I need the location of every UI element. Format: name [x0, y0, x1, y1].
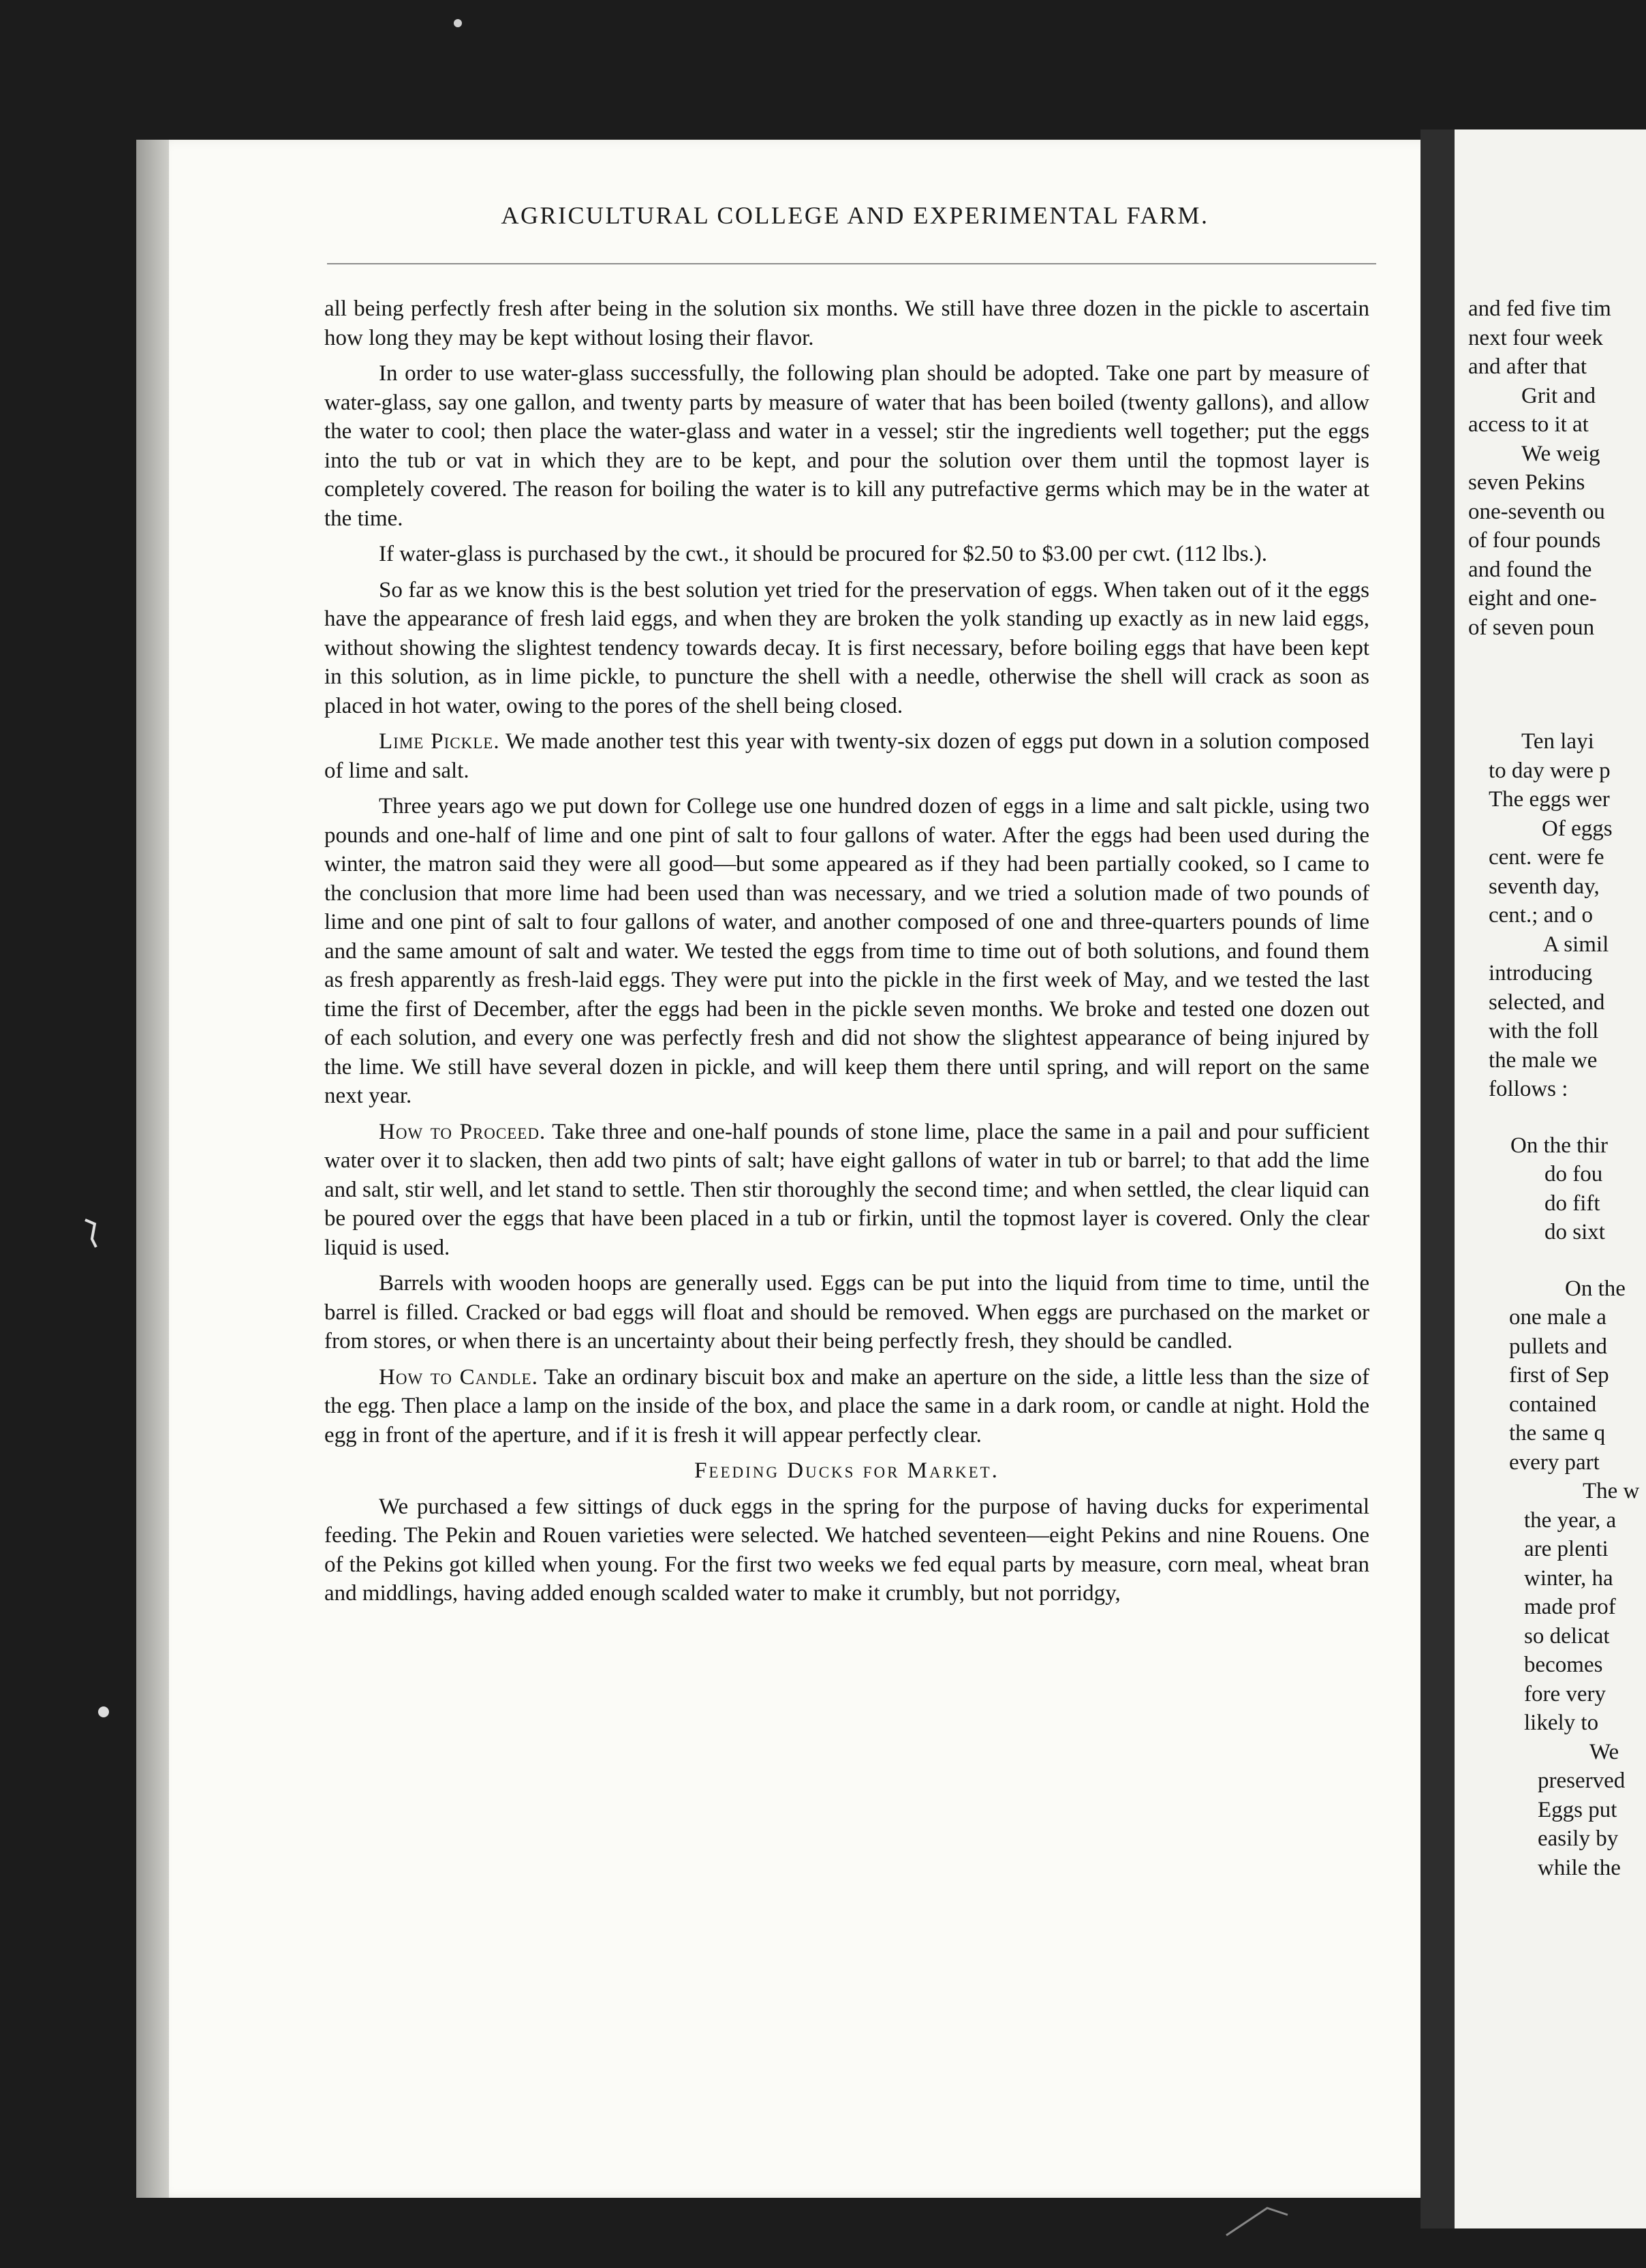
right-line: selected, and: [1489, 990, 1605, 1015]
right-line: contained: [1509, 1392, 1597, 1417]
right-line: Ten layi: [1521, 729, 1594, 754]
right-line: do fou: [1544, 1162, 1603, 1186]
how-to-proceed-heading: How to Proceed.: [379, 1119, 546, 1144]
paragraph-9-text: Take an ordinary biscuit box and make an aperture on the side, a little less than the size of the egg. Then place a lamp on the inside of the box, and place the same in a dark room, or candle at night. Hold the egg in front of the aperture, and if it is fresh it will appear perfectly clear.: [324, 1364, 1370, 1447]
paragraph-1: all being perfectly fresh after being in the solution six months. We still have three dozen in the pickle to ascertain how long they may be kept without losing their flavor.: [324, 296, 1369, 350]
right-line: preserved: [1538, 1768, 1626, 1793]
right-line: to day were p: [1489, 758, 1611, 783]
right-line: fore very: [1524, 1681, 1606, 1706]
right-line: one male a: [1509, 1305, 1606, 1330]
right-line: The eggs wer: [1489, 787, 1610, 812]
right-line: likely to: [1524, 1711, 1599, 1735]
right-page-column: [1468, 294, 1646, 1882]
right-line: made prof: [1524, 1595, 1616, 1619]
paragraph-9: [324, 1363, 1369, 1450]
right-line: the same q: [1509, 1421, 1606, 1445]
right-line: of four pounds: [1468, 528, 1601, 553]
paragraph-8: Barrels with wooden hoops are generally used. Eggs can be put into the liquid from time to time, until the barrel is filled. Cracked or bad eggs will float and should be removed. When eggs are purchased on the market or from stores, or when there is an uncertainty about their being perfectly fresh, they should be candled.: [324, 1271, 1369, 1353]
paragraph-5-text: We made another test this year with twenty-six dozen of eggs put down in a solution composed of lime and salt.: [324, 729, 1369, 783]
running-head: AGRICULTURAL COLLEGE AND EXPERIMENTAL FARM.: [501, 202, 1209, 229]
lime-pickle-heading: Lime Pickle.: [379, 729, 500, 754]
right-line: winter, ha: [1524, 1565, 1613, 1591]
right-line: access to it at: [1468, 412, 1589, 437]
right-line: next four week: [1468, 325, 1603, 350]
right-line: becomes: [1524, 1653, 1603, 1677]
right-line: introducing: [1489, 961, 1593, 985]
right-line: Eggs put: [1538, 1797, 1617, 1822]
right-line: one-seventh ou: [1468, 499, 1605, 524]
paragraph-7-text: Take three and one-half pounds of stone lime, place the same in a pail and pour sufficient water over it to slacken, then add two pints of salt; have eight gallons of water in tub or barrel; to that add the lime and salt, stir well, and let stand to settle. Then stir thoroughly the second time; and when settled, the clear liquid can be poured over the eggs that have been placed in a tub or firkin, until the topmost layer is covered. Only the clear liquid is used.: [324, 1119, 1369, 1260]
right-line: The w: [1583, 1479, 1640, 1503]
right-line: follows :: [1489, 1077, 1568, 1101]
right-line: and after that: [1468, 354, 1587, 379]
section-title: Feeding Ducks for Market.: [694, 1458, 999, 1483]
right-line: seventh day,: [1489, 874, 1600, 899]
right-line: seven Pekins: [1468, 470, 1585, 495]
right-line: while the: [1538, 1855, 1621, 1880]
right-line: of seven poun: [1468, 615, 1595, 640]
right-line: so delicat: [1524, 1623, 1610, 1649]
book-gutter: [1420, 129, 1455, 2228]
right-line: easily by: [1538, 1826, 1619, 1851]
header-rule: [327, 263, 1376, 264]
right-line: the male we: [1489, 1047, 1598, 1073]
page-edge-shadow: [136, 140, 169, 2198]
right-line: do sixt: [1544, 1220, 1605, 1244]
right-line: On the thir: [1510, 1133, 1608, 1158]
right-line: We: [1589, 1739, 1619, 1764]
right-line: eight and one-: [1468, 586, 1597, 611]
right-line: the year, a: [1524, 1507, 1617, 1533]
right-line: A simil: [1543, 932, 1609, 957]
right-line: On the: [1565, 1276, 1626, 1301]
right-line: do fift: [1544, 1191, 1600, 1216]
right-line: cent. were fe: [1489, 845, 1604, 870]
right-line: with the foll: [1489, 1019, 1599, 1043]
paragraph-5: [324, 727, 1369, 785]
page-body: [324, 294, 1369, 1615]
right-line: Grit and: [1521, 383, 1596, 408]
right-line: Of eggs: [1542, 816, 1613, 841]
right-line: are plenti: [1524, 1537, 1609, 1561]
paragraph-4: So far as we know this is the best solution yet tried for the preservation of eggs. When taken out of it the eggs have the appearance of fresh laid eggs, and when they are broken the yolk standing up exactly as in new laid eggs, without showing the slightest tendency towards decay. It is first necessary, before boiling eggs that have been kept in this solution, as in lime pickle, to puncture the shell with a needle, otherwise the shell will crack as soon as placed in hot water, owing to the pores of the shell being closed.: [324, 577, 1369, 718]
paragraph-6: Three years ago we put down for College use one hundred dozen of eggs in a lime and salt pickle, using two pounds and one-half of lime and one pint of salt to four gallons of water. After the eggs had been used during the winter, the matron said they were all good—but some appeared as if they had been partially cooked, so I came to the conclusion that more lime had been used than was necessary, and we tried a solution made of two pounds of lime and one pint of salt to four gallons of water, and another composed of one and three-quarters pounds of lime and the same amount of salt and water. We tested the eggs from time to time out of both solutions, and found them as fresh apparently as fresh-laid eggs. They were put into the pickle in the first week of May, and we tested the last time the first of December, after the eggs had been in the pickle seven months. We broke and tested one dozen out of each solution, and every one was perfectly fresh and did not show the slightest appearance of being injured by the lime. We still have several dozen in pickle, and will keep them there until spring, and will report on the same next year.: [324, 794, 1369, 1108]
paragraph-2: In order to use water-glass successfully, the following plan should be adopted. Take one part by measure of water-glass, say one gallon, and twenty parts by measure of water that has been boiled (twenty gallons), and allow the water to cool; then place the water-glass and water in a vessel; stir the ingredients well together; put the eggs into the tub or vat in which they are to be kept, and pour the solution over them until the topmost layer is completely covered. The reason for boiling the water is to kill any putrefactive germs which may be in the water at the time.: [324, 361, 1369, 531]
right-line: cent.; and o: [1489, 903, 1594, 928]
right-line: and fed five tim: [1468, 296, 1611, 321]
how-to-candle-heading: How to Candle.: [379, 1364, 538, 1390]
paragraph-3: If water-glass is purchased by the cwt., it should be procured for $2.50 to $3.00 per cwt. (112 lbs.).: [379, 542, 1268, 566]
right-line: We weig: [1521, 441, 1600, 466]
right-line: first of Sep: [1509, 1363, 1609, 1388]
right-line: pullets and: [1509, 1334, 1607, 1359]
paragraph-10: We purchased a few sittings of duck eggs in the spring for the purpose of having ducks for experimental feeding. The Pekin and Rouen varieties were selected. We hatched seventeen—eight Pekins and nine Rouens. One of the Pekins got killed when young. For the first two weeks we fed equal parts by measure, corn meal, wheat bran and middlings, having added enough scalded water to make it crumbly, but not porridgy,: [324, 1494, 1369, 1606]
right-line: and found the: [1468, 557, 1592, 582]
paragraph-7: [324, 1118, 1369, 1263]
right-line: every part: [1509, 1450, 1600, 1475]
